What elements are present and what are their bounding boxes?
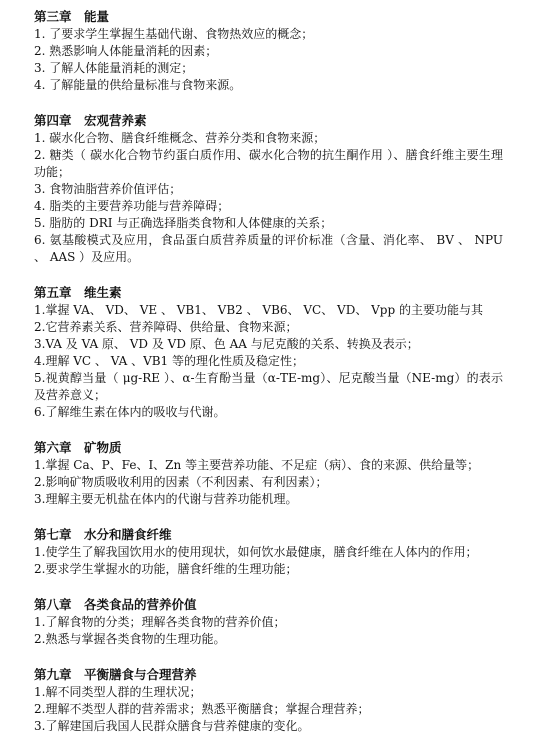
chapter-title: 第四章 宏观营养素 <box>34 113 147 128</box>
list-item: 1.使学生了解我国饮用水的使用现状，如何饮水最健康，膳食纤维在人体内的作用； <box>34 545 478 559</box>
list-item: 2.熟悉与掌握各类食物的生理功能。 <box>34 632 226 646</box>
list-item: 1. 了要求学生掌握生基础代谢、食物热效应的概念； <box>34 27 314 41</box>
list-item: 2.它营养素关系、营养障碍、供给量、食物来源； <box>34 320 298 334</box>
chapter-4-section <box>34 112 503 266</box>
list-item: 2.要求学生掌握水的功能，膳食纤维的生理功能； <box>34 562 298 576</box>
chapter-title: 第三章 能量 <box>34 9 110 24</box>
chapter-title: 第七章 水分和膳食纤维 <box>34 527 172 542</box>
list-item: 4. 脂类的主要营养功能与营养障碍； <box>34 199 230 213</box>
list-item: 5. 脂肪的 DRI 与正确选择脂类食物和人体健康的关系； <box>34 216 333 230</box>
list-item: 6. 氨基酸模式及应用，食品蛋白质营养质量的评价标准（含量、消化率、 BV 、 NPU 、 AAS ）及应用。 <box>34 233 503 264</box>
list-item: 4.理解 VC 、 VA 、VB1 等的理化性质及稳定性； <box>34 354 305 368</box>
list-item: 2.影响矿物质吸收利用的因素（不利因素、有利因素）； <box>34 475 328 489</box>
chapter-5-section <box>34 284 503 421</box>
chapter-3-section <box>34 8 503 94</box>
chapter-7-section <box>34 526 503 578</box>
list-item: 1.掌握 Ca、P、Fe、I、Zn 等主要营养功能、不足症（病）、食的来源、供给量等； <box>34 458 480 472</box>
list-item: 2.理解不类型人群的营养需求；熟悉平衡膳食；掌握合理营养； <box>34 702 370 716</box>
chapter-items <box>34 26 503 94</box>
chapter-items <box>34 684 503 735</box>
list-item: 1. 碳水化合物、膳食纤维概念、营养分类和食物来源； <box>34 131 326 145</box>
list-item: 6.了解维生素在体内的吸收与代谢。 <box>34 405 226 419</box>
chapter-title: 第八章 各类食品的营养价值 <box>34 597 197 612</box>
list-item: 1.掌握 VA、 VD、 VE 、 VB1、 VB2 、 VB6、 VC、 VD、 Vpp 的主要功能与其 <box>34 303 483 317</box>
list-item: 4. 了解能量的供给量标准与食物来源。 <box>34 78 242 92</box>
chapter-items <box>34 457 503 508</box>
chapter-title: 第五章 维生素 <box>34 285 122 300</box>
list-item: 3.了解建国后我国人民群众膳食与营养健康的变化。 <box>34 719 310 733</box>
chapter-items <box>34 614 503 648</box>
list-item: 1.了解食物的分类；理解各类食物的营养价值； <box>34 615 286 629</box>
list-item: 2. 熟悉影响人体能量消耗的因素； <box>34 44 218 58</box>
chapter-items <box>34 544 503 578</box>
chapter-title: 第九章 平衡膳食与合理营养 <box>34 667 197 682</box>
chapter-items <box>34 130 503 266</box>
chapter-title: 第六章 矿物质 <box>34 440 122 455</box>
list-item: 1.解不同类型人群的生理状况； <box>34 685 202 699</box>
chapter-9-section <box>34 666 503 735</box>
chapter-6-section <box>34 439 503 508</box>
chapter-8-section <box>34 596 503 648</box>
list-item: 5.视黄醇当量（ μg-RE ）、α-生育酚当量（α-TE-mg）、尼克酸当量（NE-mg）的表示及营养意义； <box>34 371 503 402</box>
list-item: 2. 糖类（ 碳水化合物节约蛋白质作用、碳水化合物的抗生酮作用 ）、膳食纤维主要生理功能； <box>34 148 503 179</box>
list-item: 3.理解主要无机盐在体内的代谢与营养功能机理。 <box>34 492 298 506</box>
list-item: 3. 了解人体能量消耗的测定； <box>34 61 194 75</box>
list-item: 3. 食物油脂营养价值评估； <box>34 182 182 196</box>
chapter-items <box>34 302 503 421</box>
list-item: 3.VA 及 VA 原、 VD 及 VD 原、色 AA 与尼克酸的关系、转换及表示； <box>34 337 419 351</box>
